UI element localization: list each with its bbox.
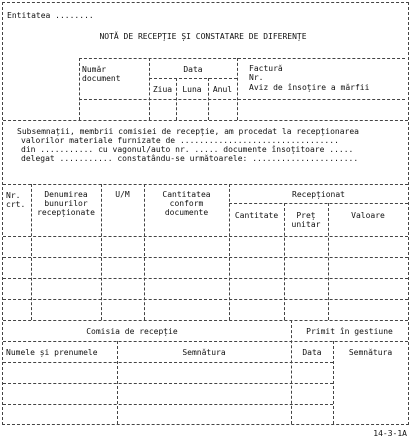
data-column-label: Data (302, 348, 322, 357)
valoare-label: Valoare (351, 211, 385, 220)
aviz-label: Aviz de însoțire a mărfii (249, 83, 370, 92)
statement-line-2: valorilor materiale furnizate de ................................. (21, 136, 339, 145)
cantitatea-conform-label-2: conform (169, 199, 204, 208)
numar-document-label-2: document (82, 74, 121, 83)
pret-label-2: unitar (291, 220, 321, 229)
semnatura-gestiune-label: Semnătura (348, 348, 393, 357)
statement-line-4: delegat ........... constatându-se următoarele: ...................... (21, 154, 359, 163)
anul-label: Anul (212, 85, 233, 94)
numar-document-label-1: Număr (82, 65, 107, 74)
statement-line-3: din ........... cu vagonul/auto nr. ..... documente însoțitoare ..... (21, 145, 354, 154)
receptionat-label: Recepționat (292, 190, 345, 199)
ziua-label: Ziua (152, 85, 173, 94)
factura-nr-label: Nr. (249, 73, 264, 82)
factura-label: Factură (249, 64, 283, 73)
cantitatea-conform-label-3: documente (164, 208, 209, 217)
entity-label: Entitatea ........ (7, 11, 94, 20)
semnatura-label: Semnătura (182, 348, 226, 357)
um-label: U/M (115, 190, 130, 199)
denumire-label-1: Denumirea (44, 190, 88, 199)
data-label: Data (183, 65, 203, 74)
cantitate-label: Cantitate (234, 211, 279, 220)
form-code: 14-3-1A (373, 429, 407, 438)
nume-prenume-label: Numele și prenumele (6, 348, 98, 357)
receipt-note-form (2, 2, 409, 425)
form-title: NOTĂ DE RECEPȚIE ȘI CONSTATARE DE DIFERENȚE (99, 32, 307, 41)
comisia-title: Comisia de recepție (86, 327, 178, 336)
nr-crt-label-2: crt. (6, 200, 26, 209)
primit-gestiune-label: Primit în gestiune (306, 327, 393, 336)
nr-crt-label-1: Nr. (6, 191, 21, 200)
statement-line-1: Subsemnații, membrii comisiei de recepție, am procedat la recepționarea (17, 127, 359, 136)
denumire-label-2: bunurilor (44, 199, 88, 208)
pret-label-1: Preț (296, 211, 316, 220)
cantitatea-conform-label-1: Cantitatea (162, 190, 211, 199)
denumire-label-3: recepționate (37, 208, 95, 217)
luna-label: Luna (182, 85, 202, 94)
